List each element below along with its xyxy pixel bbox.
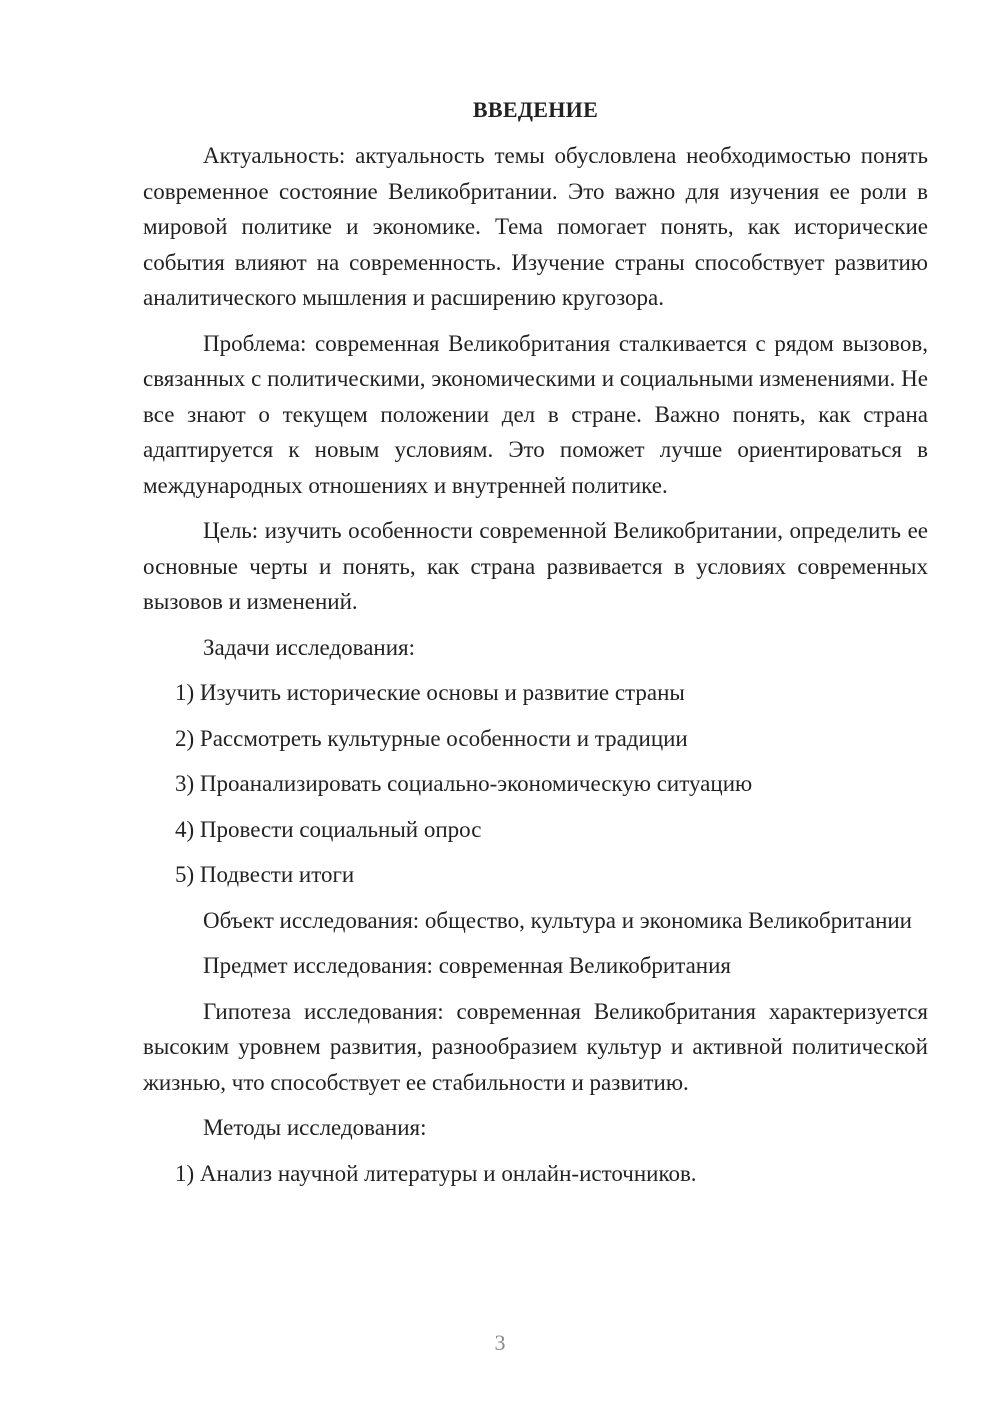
paragraph-hypothesis: Гипотеза исследования: современная Великобритания характеризуется высоким уровнем развития, разнообразием культур и активной политической жизнью, что способствует ее стабильности и развитию. <box>143 998 928 1095</box>
task-item-3: 3) Проанализировать социально-экономическую ситуацию <box>175 771 753 796</box>
paragraph-goal: Цель: изучить особенности современной Великобритании, определить ее основные черты и понять, как страна развивается в условиях современных вызовов и изменений. <box>143 518 928 614</box>
task-item-1: 1) Изучить исторические основы и развитие страны <box>175 680 685 705</box>
page-number: 3 <box>494 1330 506 1355</box>
task-item-5: 5) Подвести итоги <box>175 862 355 887</box>
paragraph-relevance: Актуальность: актуальность темы обусловлена необходимостью понять современное состояние Великобритании. Это важно для изучения ее роли в мировой политике и экономике. Тема помогает понять, как исторические события влияют на современность. Изучение страны способствует развитию аналитического мышления и расширению кругозора. <box>143 143 928 310</box>
paragraph-subject: Предмет исследования: современная Великобритания <box>203 953 731 978</box>
method-item-1: 1) Анализ научной литературы и онлайн-источников. <box>175 1160 697 1186</box>
section-title: ВВЕДЕНИЕ <box>472 97 599 122</box>
methods-heading: Методы исследования: <box>203 1115 427 1140</box>
paragraph-object: Объект исследования: общество, культура и экономика Великобритании <box>203 907 912 933</box>
task-item-4: 4) Провести социальный опрос <box>175 816 482 842</box>
paragraph-problem: Проблема: современная Великобритания сталкивается с рядом вызовов, связанных с политическими, экономическими и социальными изменениями. Не все знают о текущем положении дел в стране. Важно понять, как страна адаптируется к новым условиям. Это поможет лучше ориентироваться в международных отношениях и внутренней политике. <box>143 330 928 498</box>
document-body <box>143 92 928 1201</box>
task-item-2: 2) Рассмотреть культурные особенности и традиции <box>175 725 688 751</box>
tasks-heading: Задачи исследования: <box>203 634 416 660</box>
